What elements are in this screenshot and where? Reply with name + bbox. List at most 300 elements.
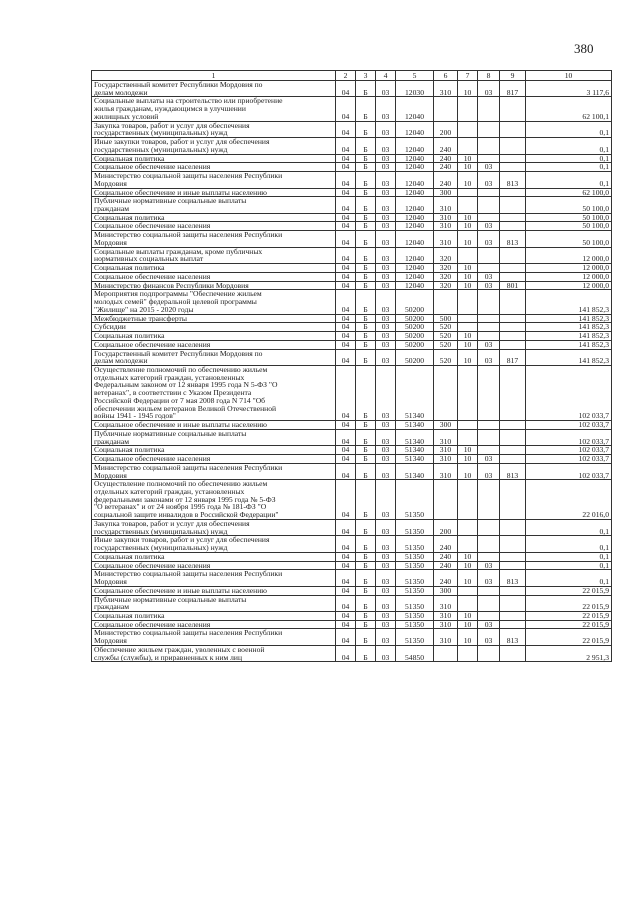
cell-division [458,247,478,263]
description-line: Государственный комитет Республики Мордовия по [94,80,263,89]
cell-division: 10 [458,272,478,281]
cell-section: 04 [336,340,356,349]
cell-subdivision: 03 [478,455,500,464]
cell-description [92,421,336,430]
description-line: Социальная политика [94,154,165,163]
description-line: Публичные нормативные социальные выплаты [94,196,247,206]
cell-amount: 22 015,9 [526,629,612,645]
cell-section: 04 [336,595,356,611]
cell-subdivision: 03 [478,561,500,570]
cell-expense-type: 310 [434,213,458,222]
cell-description [92,197,336,213]
cell-description [92,536,336,552]
cell-target-code: 12040 [396,138,434,154]
description-line: Государственный комитет Республики Мордовия по [94,349,263,358]
cell-description [92,81,336,97]
description-line: Публичные нормативные социальные выплаты [94,429,247,438]
cell-expense-type: 310 [434,455,458,464]
cell-expense-type: 320 [434,247,458,263]
cell-subprogram: 03 [376,480,396,520]
cell-amount: 102 033,7 [526,429,612,445]
table-row [92,645,612,661]
cell-subprogram: 03 [376,197,396,213]
cell-expense-type [434,97,458,121]
cell-ministry: 801 [500,281,526,290]
cell-subdivision [478,421,500,430]
cell-expense-type: 240 [434,154,458,163]
description-line: отдельных категорий граждан, установленных [94,486,245,496]
cell-ministry: 813 [500,172,526,188]
cell-target-code: 50200 [396,349,434,365]
cell-subprogram: 03 [376,247,396,263]
cell-program: Б [356,314,376,323]
cell-description [92,188,336,197]
cell-subprogram: 03 [376,172,396,188]
cell-ministry [500,188,526,197]
description-line: Социальное обеспечение населения [94,340,211,349]
cell-subprogram: 03 [376,281,396,290]
cell-amount: 0,1 [526,561,612,570]
cell-section: 04 [336,519,356,535]
cell-description [92,290,336,314]
cell-target-code: 51350 [396,552,434,561]
description-line: гражданам [94,204,130,214]
cell-subdivision [478,536,500,552]
cell-division: 10 [458,561,478,570]
cell-amount: 50 100,0 [526,213,612,222]
description-line: Мордовия [94,636,127,646]
cell-target-code: 51350 [396,595,434,611]
cell-subdivision [478,612,500,621]
cell-expense-type: 240 [434,570,458,586]
cell-subprogram: 03 [376,138,396,154]
cell-expense-type: 240 [434,172,458,188]
table-row [92,463,612,479]
cell-expense-type [434,290,458,314]
cell-ministry [500,429,526,445]
cell-description [92,264,336,273]
cell-program: Б [356,629,376,645]
cell-division: 10 [458,81,478,97]
cell-program: Б [356,81,376,97]
cell-amount: 50 100,0 [526,222,612,231]
description-line: Социальная политика [94,331,165,341]
cell-expense-type: 310 [434,620,458,629]
cell-amount: 22 015,9 [526,612,612,621]
cell-description [92,332,336,341]
description-line: Мордовия [94,237,127,247]
cell-target-code: 50200 [396,332,434,341]
budget-table [91,70,612,662]
cell-expense-type: 310 [434,429,458,445]
description-line: войны 1941 - 1945 годов" [94,411,176,421]
cell-division: 10 [458,552,478,561]
cell-ministry [500,365,526,420]
cell-section: 04 [336,586,356,595]
cell-subdivision [478,188,500,197]
cell-target-code: 51350 [396,561,434,570]
cell-subdivision [478,552,500,561]
cell-subprogram: 03 [376,463,396,479]
cell-program: Б [356,172,376,188]
cell-division: 10 [458,163,478,172]
description-line: Социальное обеспечение и иные выплаты населению [94,586,267,595]
cell-program: Б [356,290,376,314]
description-line: Закупка товаров, работ и услуг для обеспечения [94,121,250,130]
cell-ministry [500,446,526,455]
description-line: делам молодежи [94,87,148,97]
column-header: 5 [396,71,434,81]
cell-subprogram: 03 [376,455,396,464]
cell-amount: 2 951,3 [526,645,612,661]
table-row [92,365,612,420]
table-row [92,340,612,349]
cell-description [92,645,336,661]
description-line: молодых семей" федеральной целевой программы [94,297,257,307]
cell-expense-type: 240 [434,536,458,552]
cell-subprogram: 03 [376,332,396,341]
cell-program: Б [356,620,376,629]
cell-description [92,281,336,290]
cell-subprogram: 03 [376,595,396,611]
cell-ministry [500,213,526,222]
cell-description [92,222,336,231]
cell-section: 04 [336,349,356,365]
cell-section: 04 [336,197,356,213]
description-line: Министерство социальной защиты населения Республики [94,569,283,579]
cell-division [458,421,478,430]
description-line: Мероприятия подпрограммы "Обеспечение жильем [94,289,262,299]
table-row [92,247,612,263]
cell-ministry [500,332,526,341]
description-line: делам молодежи [94,356,148,366]
cell-expense-type: 240 [434,138,458,154]
table-row [92,281,612,290]
cell-target-code: 12040 [396,272,434,281]
cell-subprogram: 03 [376,519,396,535]
cell-target-code: 12040 [396,97,434,121]
cell-expense-type [434,365,458,420]
cell-program: Б [356,281,376,290]
cell-target-code: 51340 [396,421,434,430]
table-row [92,446,612,455]
description-line: службы (службы), и приравненных к ним лиц [94,652,243,662]
cell-program: Б [356,138,376,154]
cell-target-code: 51340 [396,455,434,464]
cell-subprogram: 03 [376,231,396,247]
cell-subdivision: 03 [478,349,500,365]
cell-ministry [500,197,526,213]
cell-program: Б [356,429,376,445]
cell-expense-type: 520 [434,349,458,365]
description-line: Министерство социальной защиты населения Республики [94,628,283,638]
cell-subprogram: 03 [376,536,396,552]
cell-target-code: 12040 [396,264,434,273]
cell-target-code: 12040 [396,222,434,231]
description-line: гражданам [94,436,130,446]
description-line: социальной защите инвалидов в Российской Федерации" [94,510,279,520]
table-row [92,586,612,595]
cell-section: 04 [336,332,356,341]
description-line: Социальная политика [94,213,165,222]
cell-description [92,172,336,188]
cell-ministry [500,595,526,611]
description-line: Мордовия [94,178,127,188]
cell-description [92,97,336,121]
cell-section: 04 [336,480,356,520]
column-header: 4 [376,71,396,81]
cell-section: 04 [336,222,356,231]
cell-subprogram: 03 [376,429,396,445]
cell-target-code: 51350 [396,519,434,535]
cell-division [458,188,478,197]
cell-description [92,620,336,629]
cell-subprogram: 03 [376,570,396,586]
description-line: государственных (муниципальных) нужд [94,144,228,154]
cell-target-code: 50200 [396,314,434,323]
cell-division: 10 [458,612,478,621]
description-line: государственных (муниципальных) нужд [94,128,228,138]
cell-description [92,519,336,535]
cell-expense-type: 310 [434,446,458,455]
cell-section: 04 [336,154,356,163]
cell-program: Б [356,612,376,621]
cell-program: Б [356,519,376,535]
cell-target-code: 51340 [396,429,434,445]
cell-division: 10 [458,264,478,273]
cell-ministry [500,163,526,172]
cell-division [458,314,478,323]
cell-section: 04 [336,314,356,323]
cell-division [458,197,478,213]
cell-subprogram: 03 [376,421,396,430]
cell-section: 04 [336,172,356,188]
cell-expense-type: 310 [434,222,458,231]
cell-description [92,429,336,445]
cell-section: 04 [336,552,356,561]
description-line: Социальная политика [94,552,165,561]
cell-expense-type: 240 [434,163,458,172]
cell-amount: 141 852,3 [526,323,612,332]
cell-section: 04 [336,561,356,570]
cell-expense-type: 310 [434,197,458,213]
column-header: 7 [458,71,478,81]
table-row [92,197,612,213]
cell-description [92,121,336,137]
cell-program: Б [356,323,376,332]
cell-expense-type: 310 [434,81,458,97]
cell-target-code: 12040 [396,121,434,137]
cell-amount: 102 033,7 [526,463,612,479]
cell-amount: 50 100,0 [526,197,612,213]
cell-expense-type: 520 [434,323,458,332]
cell-section: 04 [336,463,356,479]
cell-division [458,645,478,661]
cell-ministry [500,222,526,231]
cell-subprogram: 03 [376,340,396,349]
column-header: 10 [526,71,612,81]
cell-subprogram: 03 [376,290,396,314]
cell-section: 04 [336,612,356,621]
cell-description [92,612,336,621]
cell-amount: 0,1 [526,536,612,552]
cell-program: Б [356,463,376,479]
cell-subdivision [478,213,500,222]
cell-division: 10 [458,332,478,341]
table-row [92,290,612,314]
cell-subdivision [478,197,500,213]
description-line: жилищных условий [94,111,159,121]
table-header-row [92,71,612,81]
cell-ministry [500,586,526,595]
cell-division [458,121,478,137]
table-row [92,561,612,570]
description-line: Социальное обеспечение населения [94,454,211,464]
cell-subprogram: 03 [376,552,396,561]
table-row [92,429,612,445]
cell-description [92,586,336,595]
cell-target-code: 12040 [396,281,434,290]
cell-amount: 0,1 [526,138,612,154]
description-line: жилья гражданам, нуждающимся в улучшении [94,104,246,114]
cell-division: 10 [458,446,478,455]
table-row [92,349,612,365]
column-header: 2 [336,71,356,81]
cell-division: 10 [458,172,478,188]
cell-program: Б [356,154,376,163]
column-header: 3 [356,71,376,81]
description-line: Социальные выплаты на строительство или приобретение [94,96,283,106]
cell-subdivision: 03 [478,272,500,281]
description-line: Министерство финансов Республики Мордовия [94,281,249,290]
cell-section: 04 [336,188,356,197]
cell-division: 10 [458,231,478,247]
cell-description [92,247,336,263]
cell-program: Б [356,264,376,273]
cell-ministry [500,247,526,263]
cell-description [92,138,336,154]
cell-description [92,349,336,365]
cell-amount: 141 852,3 [526,314,612,323]
column-header: 9 [500,71,526,81]
description-line: Социальное обеспечение населения [94,561,211,570]
cell-section: 04 [336,570,356,586]
cell-description [92,231,336,247]
cell-amount: 102 033,7 [526,365,612,420]
cell-expense-type: 240 [434,561,458,570]
cell-amount: 141 852,3 [526,340,612,349]
cell-program: Б [356,332,376,341]
cell-expense-type: 310 [434,612,458,621]
cell-section: 04 [336,290,356,314]
description-line: гражданам [94,602,130,612]
cell-subprogram: 03 [376,586,396,595]
cell-subdivision [478,429,500,445]
cell-section: 04 [336,264,356,273]
cell-subprogram: 03 [376,97,396,121]
table-row [92,552,612,561]
cell-amount: 22 015,9 [526,595,612,611]
cell-section: 04 [336,281,356,290]
cell-ministry: 817 [500,349,526,365]
cell-target-code: 51340 [396,446,434,455]
cell-subprogram: 03 [376,154,396,163]
cell-ministry [500,561,526,570]
cell-description [92,480,336,520]
cell-ministry: 813 [500,629,526,645]
cell-description [92,446,336,455]
description-line: Социальные выплаты гражданам, кроме публичных [94,247,263,256]
cell-program: Б [356,188,376,197]
cell-expense-type: 200 [434,519,458,535]
table-row [92,222,612,231]
cell-target-code: 50200 [396,290,434,314]
description-line: Социальное обеспечение населения [94,221,211,231]
cell-expense-type: 520 [434,332,458,341]
cell-division [458,519,478,535]
cell-amount: 22 016,0 [526,480,612,520]
cell-ministry [500,97,526,121]
cell-amount: 102 033,7 [526,455,612,464]
cell-target-code: 54850 [396,645,434,661]
cell-subprogram: 03 [376,620,396,629]
cell-division [458,365,478,420]
cell-subdivision: 03 [478,463,500,479]
cell-division [458,138,478,154]
cell-subdivision: 03 [478,570,500,586]
cell-division: 10 [458,154,478,163]
cell-target-code: 51350 [396,612,434,621]
cell-ministry [500,455,526,464]
cell-program: Б [356,222,376,231]
cell-division: 10 [458,349,478,365]
cell-program: Б [356,349,376,365]
description-line: Иные закупки товаров, работ и услуг для обеспечения [94,137,270,147]
cell-subprogram: 03 [376,121,396,137]
cell-division: 10 [458,570,478,586]
cell-amount: 141 852,3 [526,290,612,314]
table-row [92,314,612,323]
cell-target-code: 50200 [396,340,434,349]
cell-expense-type: 300 [434,188,458,197]
cell-subprogram: 03 [376,222,396,231]
cell-description [92,340,336,349]
cell-amount: 102 033,7 [526,421,612,430]
cell-subprogram: 03 [376,365,396,420]
cell-target-code: 12030 [396,81,434,97]
cell-description [92,629,336,645]
cell-subdivision: 03 [478,620,500,629]
cell-amount: 62 100,0 [526,188,612,197]
cell-section: 04 [336,97,356,121]
table-row [92,536,612,552]
cell-division [458,429,478,445]
description-line: "Жилище" на 2015 - 2020 годы [94,304,194,314]
description-line: Министерство социальной защиты населения Республики [94,463,283,472]
cell-ministry [500,314,526,323]
cell-amount: 102 033,7 [526,446,612,455]
description-line: Иные закупки товаров, работ и услуг для обеспечения [94,535,270,545]
cell-description [92,323,336,332]
table-row [92,264,612,273]
cell-subdivision [478,314,500,323]
cell-program: Б [356,595,376,611]
cell-amount: 141 852,3 [526,349,612,365]
description-line: Закупка товаров, работ и услуг для обеспечения [94,519,250,528]
cell-ministry: 813 [500,463,526,479]
cell-subprogram: 03 [376,314,396,323]
cell-division: 10 [458,213,478,222]
